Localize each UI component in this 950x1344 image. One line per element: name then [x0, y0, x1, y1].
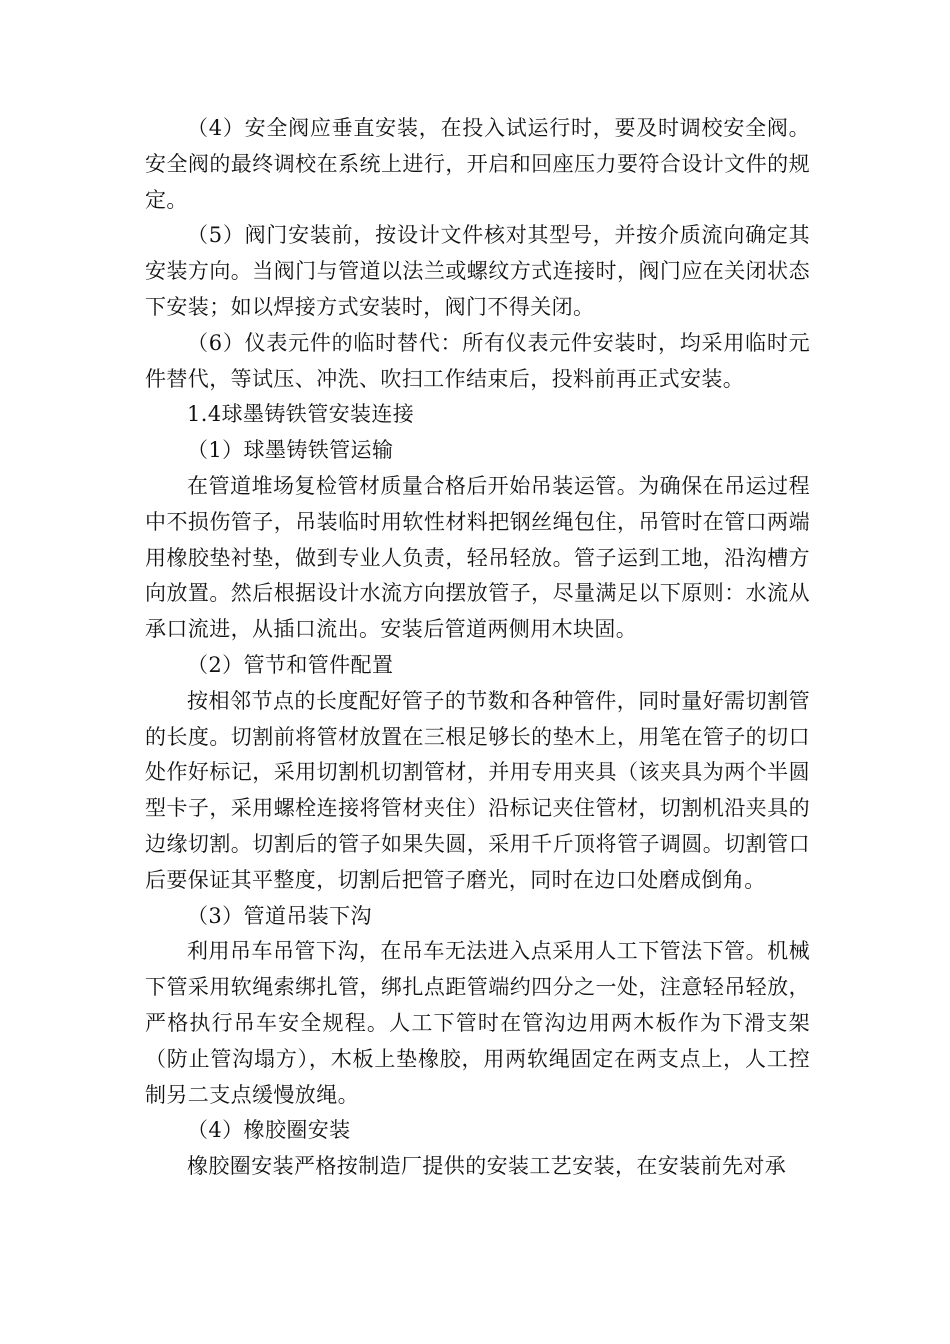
paragraph-transport: 在管道堆场复检管材质量合格后开始吊装运管。为确保在吊运过程中不损伤管子，吊装临时用软性材料把钢丝绳包住，吊管时在管口两端用橡胶垫衬垫，做到专业人负责，轻吊轻放。管子运到工地，沿沟槽方向放置。然后根据设计水流方向摆放管子，尽量满足以下原则：水流从承口流进，从插口流出。安装后管道两侧用木块固。 — [145, 473, 810, 642]
section-heading-1-4: 1.4球墨铸铁管安装连接 — [187, 402, 415, 427]
subheading-pipe-configuration: （2）管节和管件配置 — [187, 652, 394, 677]
paragraph-safety-valve: （4）安全阀应垂直安装，在投入试运行时，要及时调校安全阀。安全阀的最终调校在系统上进行，开启和回座压力要符合设计文件的规定。 — [145, 116, 810, 212]
subheading-transport: （1）球墨铸铁管运输 — [187, 438, 394, 463]
subheading-pipe-lowering: （3）管道吊装下沟 — [187, 903, 372, 928]
paragraph-pipe-configuration: 按相邻节点的长度配好管子的节数和各种管件，同时量好需切割管的长度。切割前将管材放置在三根足够长的垫木上，用笔在管子的切口处作好标记，采用切割机切割管材，并用专用夹具（该夹具为两个半圆型卡子，采用螺栓连接将管材夹住）沿标记夹住管材，切割机沿夹具的边缘切割。切割后的管子如果失圆，采用千斤顶将管子调圆。切割管口后要保证其平整度，切割后把管子磨光，同时在边口处磨成倒角。 — [145, 688, 810, 892]
paragraph-rubber-ring: 橡胶圈安装严格按制造厂提供的安装工艺安装，在安装前先对承 — [187, 1154, 787, 1179]
paragraph-valve-installation: （5）阀门安装前，按设计文件核对其型号，并按介质流向确定其安装方向。当阀门与管道以法兰或螺纹方式连接时，阀门应在关闭状态下安装；如以焊接方式安装时，阀门不得关闭。 — [145, 223, 810, 319]
paragraph-instrument-substitution: （6）仪表元件的临时替代：所有仪表元件安装时，均采用临时元件替代，等试压、冲洗、吹扫工作结束后，投料前再正式安装。 — [145, 330, 810, 391]
paragraph-pipe-lowering: 利用吊车吊管下沟，在吊车无法进入点采用人工下管法下管。机械下管采用软绳索绑扎管，绑扎点距管端约四分之一处，注意轻吊轻放，严格执行吊车安全规程。人工下管时在管沟边用两木板作为下滑支架（防止管沟塌方），木板上垫橡胶，用两软绳固定在两支点上，人工控制另二支点缓慢放绳。 — [145, 939, 810, 1107]
subheading-rubber-ring: （4）橡胶圈安装 — [187, 1118, 351, 1143]
document-body — [145, 111, 810, 1185]
